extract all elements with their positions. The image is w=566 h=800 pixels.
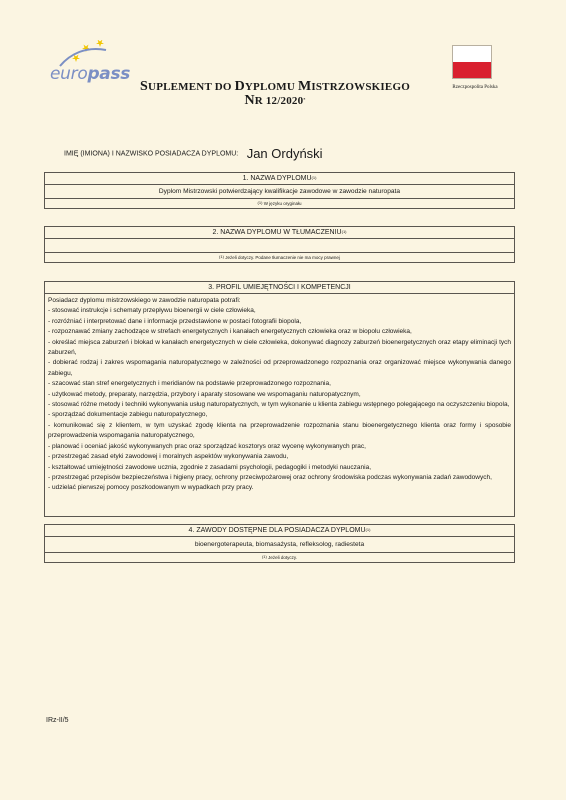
list-item: - rozróżniać i interpretować dane i informacje przedstawione w postaci fotografii biopola, [48, 317, 302, 325]
list-item: - rozpoznawać zmiany zachodzące w strefach energetycznych i kanałach energetycznych człowieka oraz w biopolu człowieka, [48, 328, 412, 336]
section-diploma-translation [44, 226, 515, 263]
section-diploma-name [44, 172, 515, 209]
section-available-occupations [44, 524, 515, 563]
occupations-value: bioenergoterapeuta, biomasażysta, refleksolog, radiesteta [45, 537, 514, 553]
section-heading: 2. NAZWA DYPLOMU W TŁUMACZENIU$^{(1)}$ [45, 227, 514, 239]
flag-caption: Rzeczpospolita Polska [452, 85, 498, 90]
europass-logo [42, 40, 131, 92]
list-item: - przestrzegać zasad etyki zawodowej i moralnych aspektów wykonywania zawodu, [48, 453, 289, 461]
list-item: - sporządzać dokumentacje zabiegu naturopatycznego, [48, 411, 208, 419]
list-item: - udzielać pierwszej pomocy poszkodowanym w wypadkach przy pracy. [48, 484, 254, 492]
holder-line [64, 145, 504, 163]
list-item: - stosować różne metody i techniki wykonywania usług naturopatycznych, w tym wykonanie u klienta zabiegu wstępnego polegającego na oczyszczeniu biopola, [48, 401, 510, 409]
page-title: SUPLEMENT DO DYPLOMU MISTRZOWSKIEGO NR 12/2020* [140, 79, 410, 108]
list-item: - stosować instrukcje i schematy przepływu bioenergii w ciele człowieka, [48, 307, 256, 315]
europass-wordmark: europass [50, 64, 131, 84]
section-heading: 4. ZAWODY DOSTĘPNE DLA POSIADACZA DYPLOMU$^{(1)}$ [45, 525, 514, 537]
list-item: - dobierać rodzaj i zakres wspomagania naturopatycznego w zależności od przeprowadzonego rozpoznania oraz organizować miejsce wykonywania danego zabiegu, [48, 359, 511, 377]
list-item: - przestrzegać przepisów bezpieczeństwa i higieny pracy, ochrony przeciwpożarowej oraz ochrony środowiska podczas wykonywania zadań zawodowych, [48, 473, 492, 481]
diploma-name-value: Dyplom Mistrzowski potwierdzający kwalifikacje zawodowe w zawodzie naturopata [45, 185, 514, 199]
skills-list [45, 294, 514, 516]
section-heading: 1. NAZWA DYPLOMU$^{(1)}$ [45, 173, 514, 185]
list-item: - kształtować umiejętności zawodowe ucznia, zgodnie z zasadami psychologii, pedagogiki i metodyki nauczania, [48, 463, 372, 471]
holder-label: IMIĘ (IMIONA) I NAZWISKO POSIADACZA DYPLOMU: [64, 150, 239, 158]
list-item: - szacować stan stref energetycznych i meridianów na podstawie przeprowadzonego rozpoznania, [48, 380, 331, 388]
list-item: - komunikować się z klientem, w tym uzyskać zgodę klienta na przeprowadzenie rozpoznania stanu bioenergetycznego klienta oraz formy i sposobie przeprowadzenia wspomagania naturopatycznego, [48, 421, 511, 440]
list-item: - użytkować metody, preparaty, narzędzia, przybory i aparaty stosowane we wspomaganiu naturopatycznym, [48, 390, 361, 398]
diploma-translation-value [45, 239, 514, 253]
section-heading: 3. PROFIL UMIEJĘTNOŚCI I KOMPETENCJI [45, 282, 514, 294]
section-note: (1) Jeżeli dotyczy. [261, 554, 298, 560]
section-note: (1) Jeżeli dotyczy. Podane tłumaczenie nie ma mocy prawnej [219, 254, 340, 260]
section-skills-profile [44, 281, 515, 517]
holder-name: Jan Ordyński [246, 146, 323, 162]
section-note: (1) W języku oryginału [257, 200, 302, 206]
list-item: - planować i oceniać jakość wykonywanych prac oraz sporządzać kosztorys oraz wycenę wykonywanych prac, [48, 442, 366, 450]
skills-intro: Posiadacz dyplomu mistrzowskiego w zawodzie naturopata potrafi: [48, 297, 241, 304]
form-code: IRz-II/5 [46, 717, 69, 724]
list-item: - określać miejsca zaburzeń i blokad w kanałach energetycznych w ciele człowieka, dokonywać diagnozy zaburzeń bioenergetycznych oraz etapy eliminacji tych zaburzeń, [48, 338, 511, 357]
polish-flag [452, 45, 492, 79]
